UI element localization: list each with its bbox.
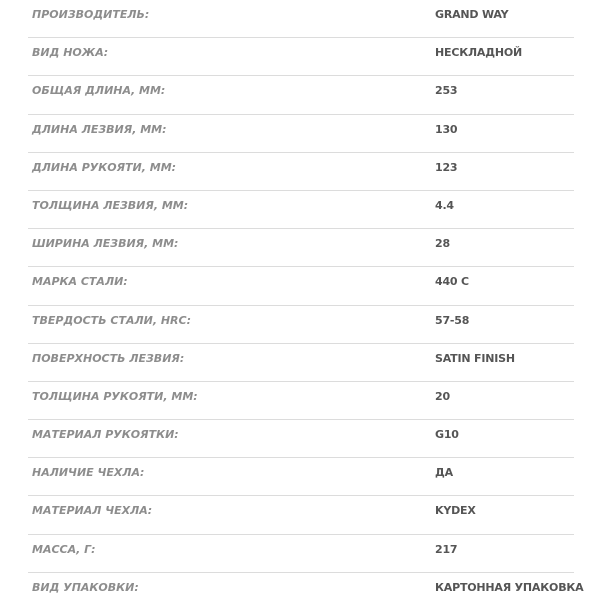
spec-label: ВИД НОЖА: bbox=[32, 46, 109, 60]
spec-label: ТОЛЩИНА ЛЕЗВИЯ, ММ: bbox=[32, 198, 189, 212]
spec-label: МАССА, Г: bbox=[32, 542, 96, 556]
spec-row bbox=[28, 153, 574, 191]
spec-value: НЕСКЛАДНОЙ bbox=[435, 46, 522, 60]
spec-value: GRAND WAY bbox=[435, 8, 509, 21]
spec-row bbox=[28, 382, 574, 420]
spec-label: ДЛИНА ЛЕЗВИЯ, ММ: bbox=[32, 122, 167, 136]
spec-value: 57-58 bbox=[435, 313, 470, 327]
spec-row bbox=[28, 344, 574, 382]
spec-value: 20 bbox=[435, 389, 450, 403]
spec-row bbox=[28, 420, 574, 458]
spec-value: ДА bbox=[435, 466, 453, 480]
spec-label: МАРКА СТАЛИ: bbox=[32, 275, 128, 289]
spec-row bbox=[28, 496, 574, 534]
spec-value: KYDEX bbox=[435, 504, 476, 518]
spec-value: 217 bbox=[435, 542, 458, 556]
spec-value: SATIN FINISH bbox=[435, 351, 515, 365]
spec-row bbox=[28, 191, 574, 229]
spec-row bbox=[28, 76, 574, 114]
spec-label: ПОВЕРХНОСТЬ ЛЕЗВИЯ: bbox=[32, 351, 185, 365]
spec-label: ПРОИЗВОДИТЕЛЬ: bbox=[32, 8, 150, 21]
spec-label: ТВЕРДОСТЬ СТАЛИ, HRC: bbox=[32, 313, 191, 327]
spec-value: КАРТОННАЯ УПАКОВКА bbox=[435, 580, 584, 594]
spec-value: 440 С bbox=[435, 275, 469, 289]
spec-label: МАТЕРИАЛ РУКОЯТКИ: bbox=[32, 428, 179, 442]
spec-label: ДЛИНА РУКОЯТИ, ММ: bbox=[32, 160, 177, 174]
spec-label: ОБЩАЯ ДЛИНА, ММ: bbox=[32, 84, 166, 98]
spec-row bbox=[28, 38, 574, 76]
spec-row bbox=[28, 267, 574, 305]
spec-value: 123 bbox=[435, 160, 458, 174]
spec-label: ШИРИНА ЛЕЗВИЯ, ММ: bbox=[32, 237, 179, 251]
spec-row bbox=[28, 115, 574, 153]
spec-value: 28 bbox=[435, 237, 450, 251]
specs-table bbox=[28, 0, 584, 611]
spec-row bbox=[28, 229, 574, 267]
spec-label: ТОЛЩИНА РУКОЯТИ, ММ: bbox=[32, 389, 198, 403]
spec-value: G10 bbox=[435, 428, 459, 442]
spec-row bbox=[28, 535, 574, 573]
spec-label: МАТЕРИАЛ ЧЕХЛА: bbox=[32, 504, 153, 518]
spec-value: 130 bbox=[435, 122, 458, 136]
spec-row bbox=[28, 0, 574, 38]
spec-row bbox=[28, 458, 574, 496]
spec-value: 253 bbox=[435, 84, 458, 98]
spec-label: ВИД УПАКОВКИ: bbox=[32, 580, 139, 594]
spec-label: НАЛИЧИЕ ЧЕХЛА: bbox=[32, 466, 145, 480]
spec-value: 4.4 bbox=[435, 198, 454, 212]
spec-row bbox=[28, 573, 584, 611]
spec-row bbox=[28, 306, 574, 344]
